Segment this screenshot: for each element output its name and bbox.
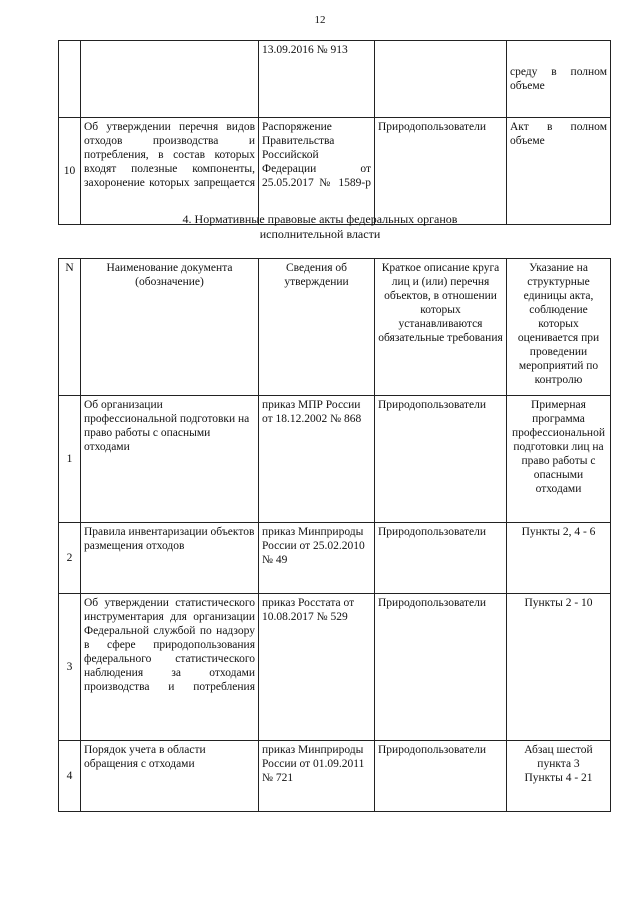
section-title-line-2: исполнительной власти	[259, 227, 381, 241]
row-number	[59, 41, 81, 118]
approval-cell: 13.09.2016 № 913	[259, 41, 375, 118]
document-name-cell: Об организации профессиональной подготовки на право работы с опасными отходами	[81, 396, 259, 523]
previous-table-continuation	[58, 40, 611, 225]
table-row	[59, 741, 611, 812]
approval-cell: Распоряжение Правительства Российской Федерации от 25.05.2017 № 1589-р	[259, 118, 375, 225]
units-cell: Акт в полном объеме	[507, 118, 611, 225]
normative-acts-table	[58, 258, 611, 812]
units-cell: среду в полном объеме	[507, 41, 611, 118]
approval-cell: приказ Минприроды России от 25.02.2010 № 49	[259, 523, 375, 594]
units-line-1: Абзац шестой пункта 3	[524, 744, 593, 770]
persons-cell: Природопользователи	[375, 523, 507, 594]
document-name-cell: Об утверждении перечня видов отходов производства и потребления, в состав которых входят полезные компоненты, захоронение которых запрещается	[81, 118, 259, 225]
document-name-cell: Об утверждении статистического инструментария для организации Федеральной службой по надзору в сфере природопользования федерального статистического наблюдения за отходами производства и потребления	[81, 594, 259, 741]
row-number: 3	[59, 594, 81, 741]
units-cell: Пункты 2, 4 - 6	[507, 523, 611, 594]
header-approval: Сведения об утверждении	[259, 259, 375, 396]
persons-cell: Природопользователи	[375, 594, 507, 741]
row-number: 10	[59, 118, 81, 225]
header-units: Указание на структурные единицы акта, соблюдение которых оценивается при проведении мероприятий по контролю	[507, 259, 611, 396]
approval-cell: приказ МПР России от 18.12.2002 № 868	[259, 396, 375, 523]
header-num: N	[59, 259, 81, 396]
row-number: 1	[59, 396, 81, 523]
table-row	[59, 523, 611, 594]
row-number: 2	[59, 523, 81, 594]
header-persons: Краткое описание круга лиц и (или) перечня объектов, в отношении которых устанавливаются обязательные требования	[375, 259, 507, 396]
persons-cell	[375, 41, 507, 118]
row-number: 4	[59, 741, 81, 812]
units-cell	[507, 741, 611, 812]
table-header-row	[59, 259, 611, 396]
table-row	[59, 396, 611, 523]
units-cell: Пункты 2 - 10	[507, 594, 611, 741]
document-name-cell: Порядок учета в области обращения с отходами	[81, 741, 259, 812]
section-title-line-1: 4. Нормативные правовые акты федеральных органов	[182, 212, 458, 226]
persons-cell: Природопользователи	[375, 741, 507, 812]
header-name: Наименование документа (обозначение)	[81, 259, 259, 396]
section-title	[0, 212, 640, 242]
persons-cell: Природопользователи	[375, 396, 507, 523]
approval-cell: приказ Росстата от 10.08.2017 № 529	[259, 594, 375, 741]
table-row	[59, 594, 611, 741]
persons-cell: Природопользователи	[375, 118, 507, 225]
page-number: 12	[314, 14, 326, 26]
table-row	[59, 41, 611, 118]
units-line-2: Пункты 4 - 21	[524, 772, 593, 784]
units-cell: Примерная программа профессиональной подготовки лиц на право работы с опасными отходами	[507, 396, 611, 523]
document-name-cell: Правила инвентаризации объектов размещения отходов	[81, 523, 259, 594]
approval-cell: приказ Минприроды России от 01.09.2011 № 721	[259, 741, 375, 812]
document-name-cell	[81, 41, 259, 118]
table-row	[59, 118, 611, 225]
